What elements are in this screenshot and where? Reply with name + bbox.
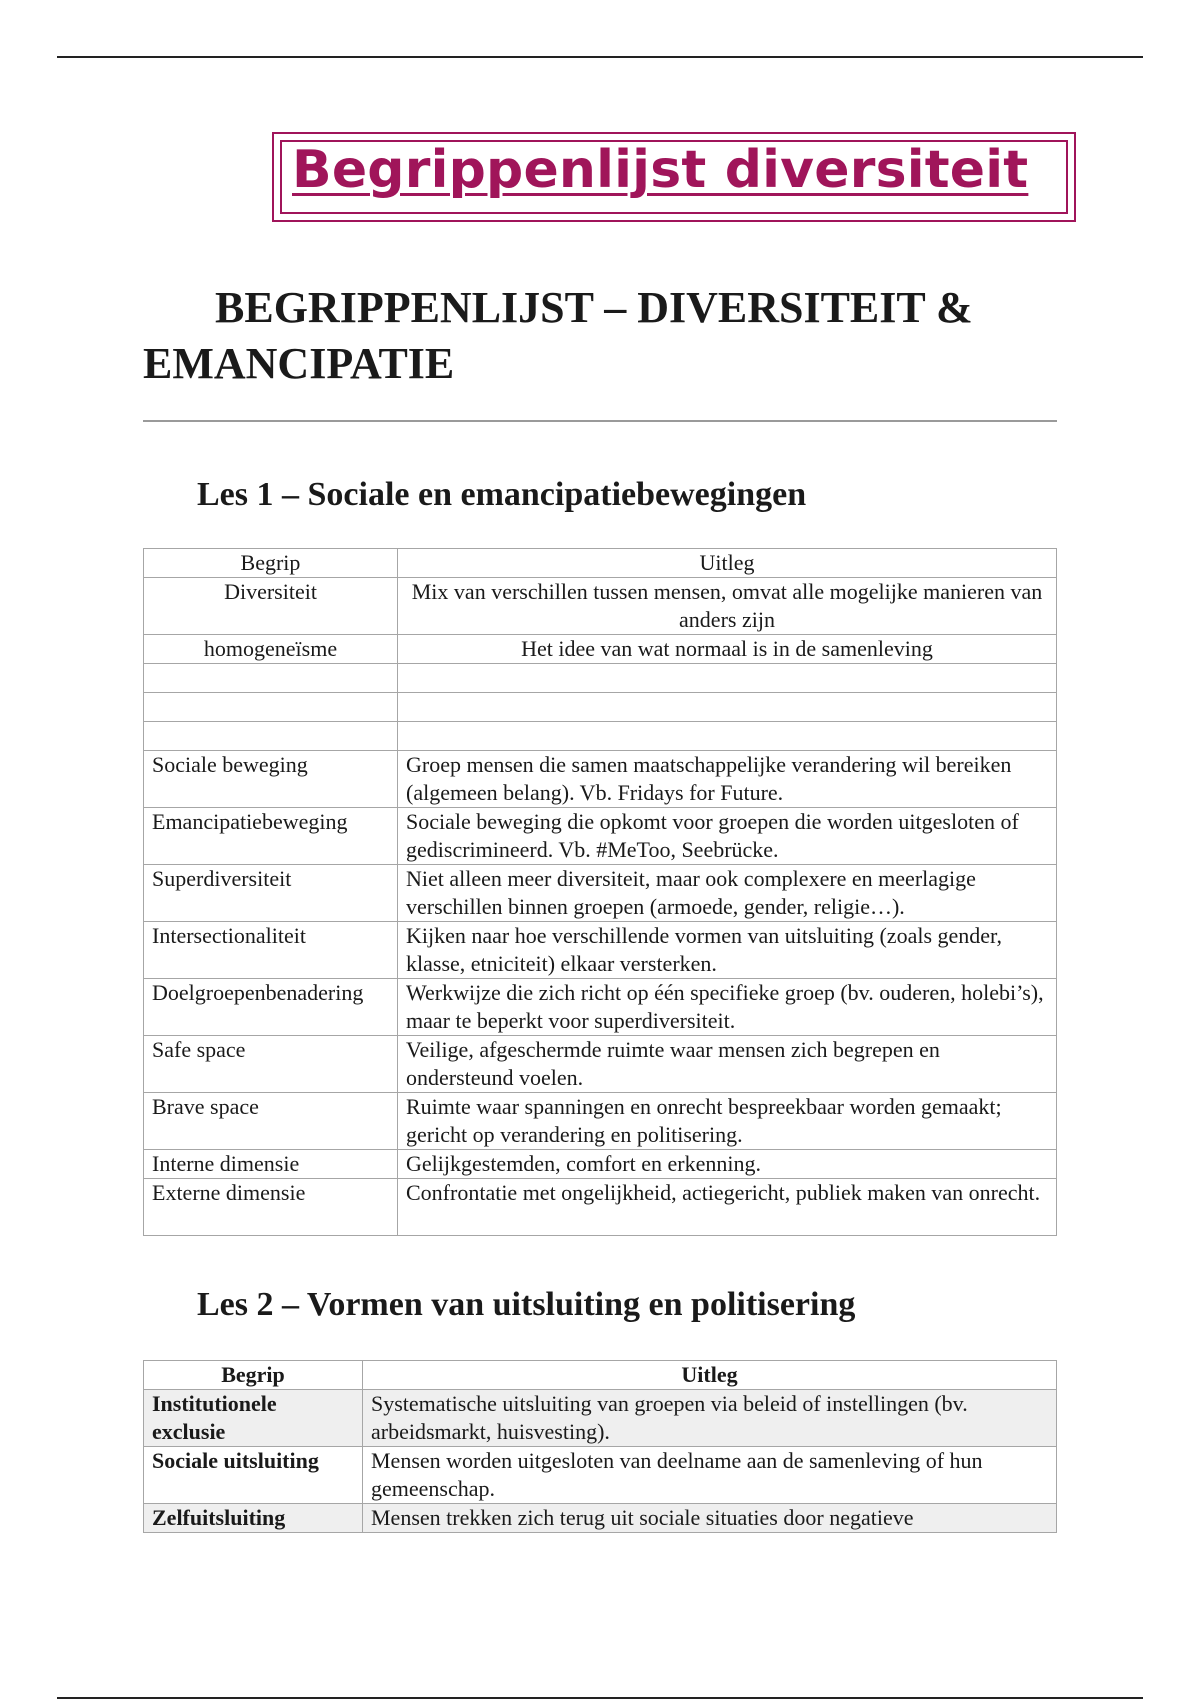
term-cell bbox=[144, 664, 398, 693]
table-les2 bbox=[143, 1360, 1057, 1533]
column-header-begrip: Begrip bbox=[144, 549, 398, 578]
column-header-uitleg: Uitleg bbox=[363, 1361, 1057, 1390]
explanation-cell: Gelijkgestemden, comfort en erkenning. bbox=[398, 1150, 1057, 1179]
explanation-cell: Veilige, afgeschermde ruimte waar mensen zich begrepen en ondersteund voelen. bbox=[398, 1036, 1057, 1093]
table-row bbox=[144, 578, 1057, 635]
term-cell: Intersectionaliteit bbox=[144, 922, 398, 979]
explanation-cell: Kijken naar hoe verschillende vormen van uitsluiting (zoals gender, klasse, etniciteit) elkaar versterken. bbox=[398, 922, 1057, 979]
table-row bbox=[144, 1504, 1057, 1533]
horizontal-divider bbox=[143, 420, 1057, 422]
table-row bbox=[144, 1390, 1057, 1447]
column-header-uitleg: Uitleg bbox=[398, 549, 1057, 578]
table-row bbox=[144, 1447, 1057, 1504]
document-title-frame bbox=[272, 132, 1076, 222]
table-row bbox=[144, 1093, 1057, 1150]
term-cell: Emancipatiebeweging bbox=[144, 808, 398, 865]
term-cell: Diversiteit bbox=[144, 578, 398, 635]
explanation-cell: Confrontatie met ongelijkheid, actiegericht, publiek maken van onrecht. bbox=[398, 1179, 1057, 1236]
table-row bbox=[144, 979, 1057, 1036]
column-header-begrip: Begrip bbox=[144, 1361, 363, 1390]
term-cell: Zelfuitsluiting bbox=[144, 1504, 363, 1533]
table-row bbox=[144, 1036, 1057, 1093]
table-row bbox=[144, 1179, 1057, 1236]
term-cell: Sociale uitsluiting bbox=[144, 1447, 363, 1504]
section-heading-les1: Les 1 – Sociale en emancipatiebewegingen bbox=[197, 476, 807, 513]
main-heading: BEGRIPPENLIJST – DIVERSITEIT & EMANCIPATIE bbox=[143, 283, 973, 388]
document-title: Begrippenlijst diversiteit bbox=[292, 140, 1029, 200]
table-row bbox=[144, 922, 1057, 979]
explanation-cell bbox=[398, 722, 1057, 751]
term-cell: Externe dimensie bbox=[144, 1179, 398, 1236]
term-cell: Sociale beweging bbox=[144, 751, 398, 808]
explanation-cell: Mensen worden uitgesloten van deelname aan de samenleving of hun gemeenschap. bbox=[363, 1447, 1057, 1504]
term-cell: Superdiversiteit bbox=[144, 865, 398, 922]
explanation-cell bbox=[398, 664, 1057, 693]
explanation-cell: Groep mensen die samen maatschappelijke verandering wil bereiken (algemeen belang). Vb. Fridays for Future. bbox=[398, 751, 1057, 808]
table-les1 bbox=[143, 548, 1057, 1236]
explanation-cell: Ruimte waar spanningen en onrecht bespreekbaar worden gemaakt; gericht op verandering en politisering. bbox=[398, 1093, 1057, 1150]
explanation-cell: Mix van verschillen tussen mensen, omvat alle mogelijke manieren van anders zijn bbox=[398, 578, 1057, 635]
table-header-row bbox=[144, 549, 1057, 578]
table-row bbox=[144, 865, 1057, 922]
section-heading-les2: Les 2 – Vormen van uitsluiting en politisering bbox=[197, 1286, 856, 1323]
table-row-empty bbox=[144, 693, 1057, 722]
term-cell: homogeneïsme bbox=[144, 635, 398, 664]
page-bottom-rule bbox=[57, 1697, 1143, 1699]
explanation-cell: Mensen trekken zich terug uit sociale situaties door negatieve bbox=[363, 1504, 1057, 1533]
table-row bbox=[144, 808, 1057, 865]
table-row bbox=[144, 751, 1057, 808]
explanation-cell: Niet alleen meer diversiteit, maar ook complexere en meerlagige verschillen binnen groepen (armoede, gender, religie…). bbox=[398, 865, 1057, 922]
explanation-cell: Sociale beweging die opkomt voor groepen die worden uitgesloten of gediscrimineerd. Vb. #MeToo, Seebrücke. bbox=[398, 808, 1057, 865]
term-cell: Institutionele exclusie bbox=[144, 1390, 363, 1447]
page-top-rule bbox=[57, 56, 1143, 58]
table-row bbox=[144, 1150, 1057, 1179]
explanation-cell: Systematische uitsluiting van groepen via beleid of instellingen (bv. arbeidsmarkt, huisvesting). bbox=[363, 1390, 1057, 1447]
term-cell: Brave space bbox=[144, 1093, 398, 1150]
table-row-empty bbox=[144, 722, 1057, 751]
table-row bbox=[144, 635, 1057, 664]
explanation-cell: Het idee van wat normaal is in de samenleving bbox=[398, 635, 1057, 664]
term-cell: Interne dimensie bbox=[144, 1150, 398, 1179]
term-cell bbox=[144, 693, 398, 722]
term-cell bbox=[144, 722, 398, 751]
table-header-row bbox=[144, 1361, 1057, 1390]
term-cell: Safe space bbox=[144, 1036, 398, 1093]
explanation-cell bbox=[398, 693, 1057, 722]
table-row-empty bbox=[144, 664, 1057, 693]
explanation-cell: Werkwijze die zich richt op één specifieke groep (bv. ouderen, holebi’s), maar te beperkt voor superdiversiteit. bbox=[398, 979, 1057, 1036]
term-cell: Doelgroepenbenadering bbox=[144, 979, 398, 1036]
